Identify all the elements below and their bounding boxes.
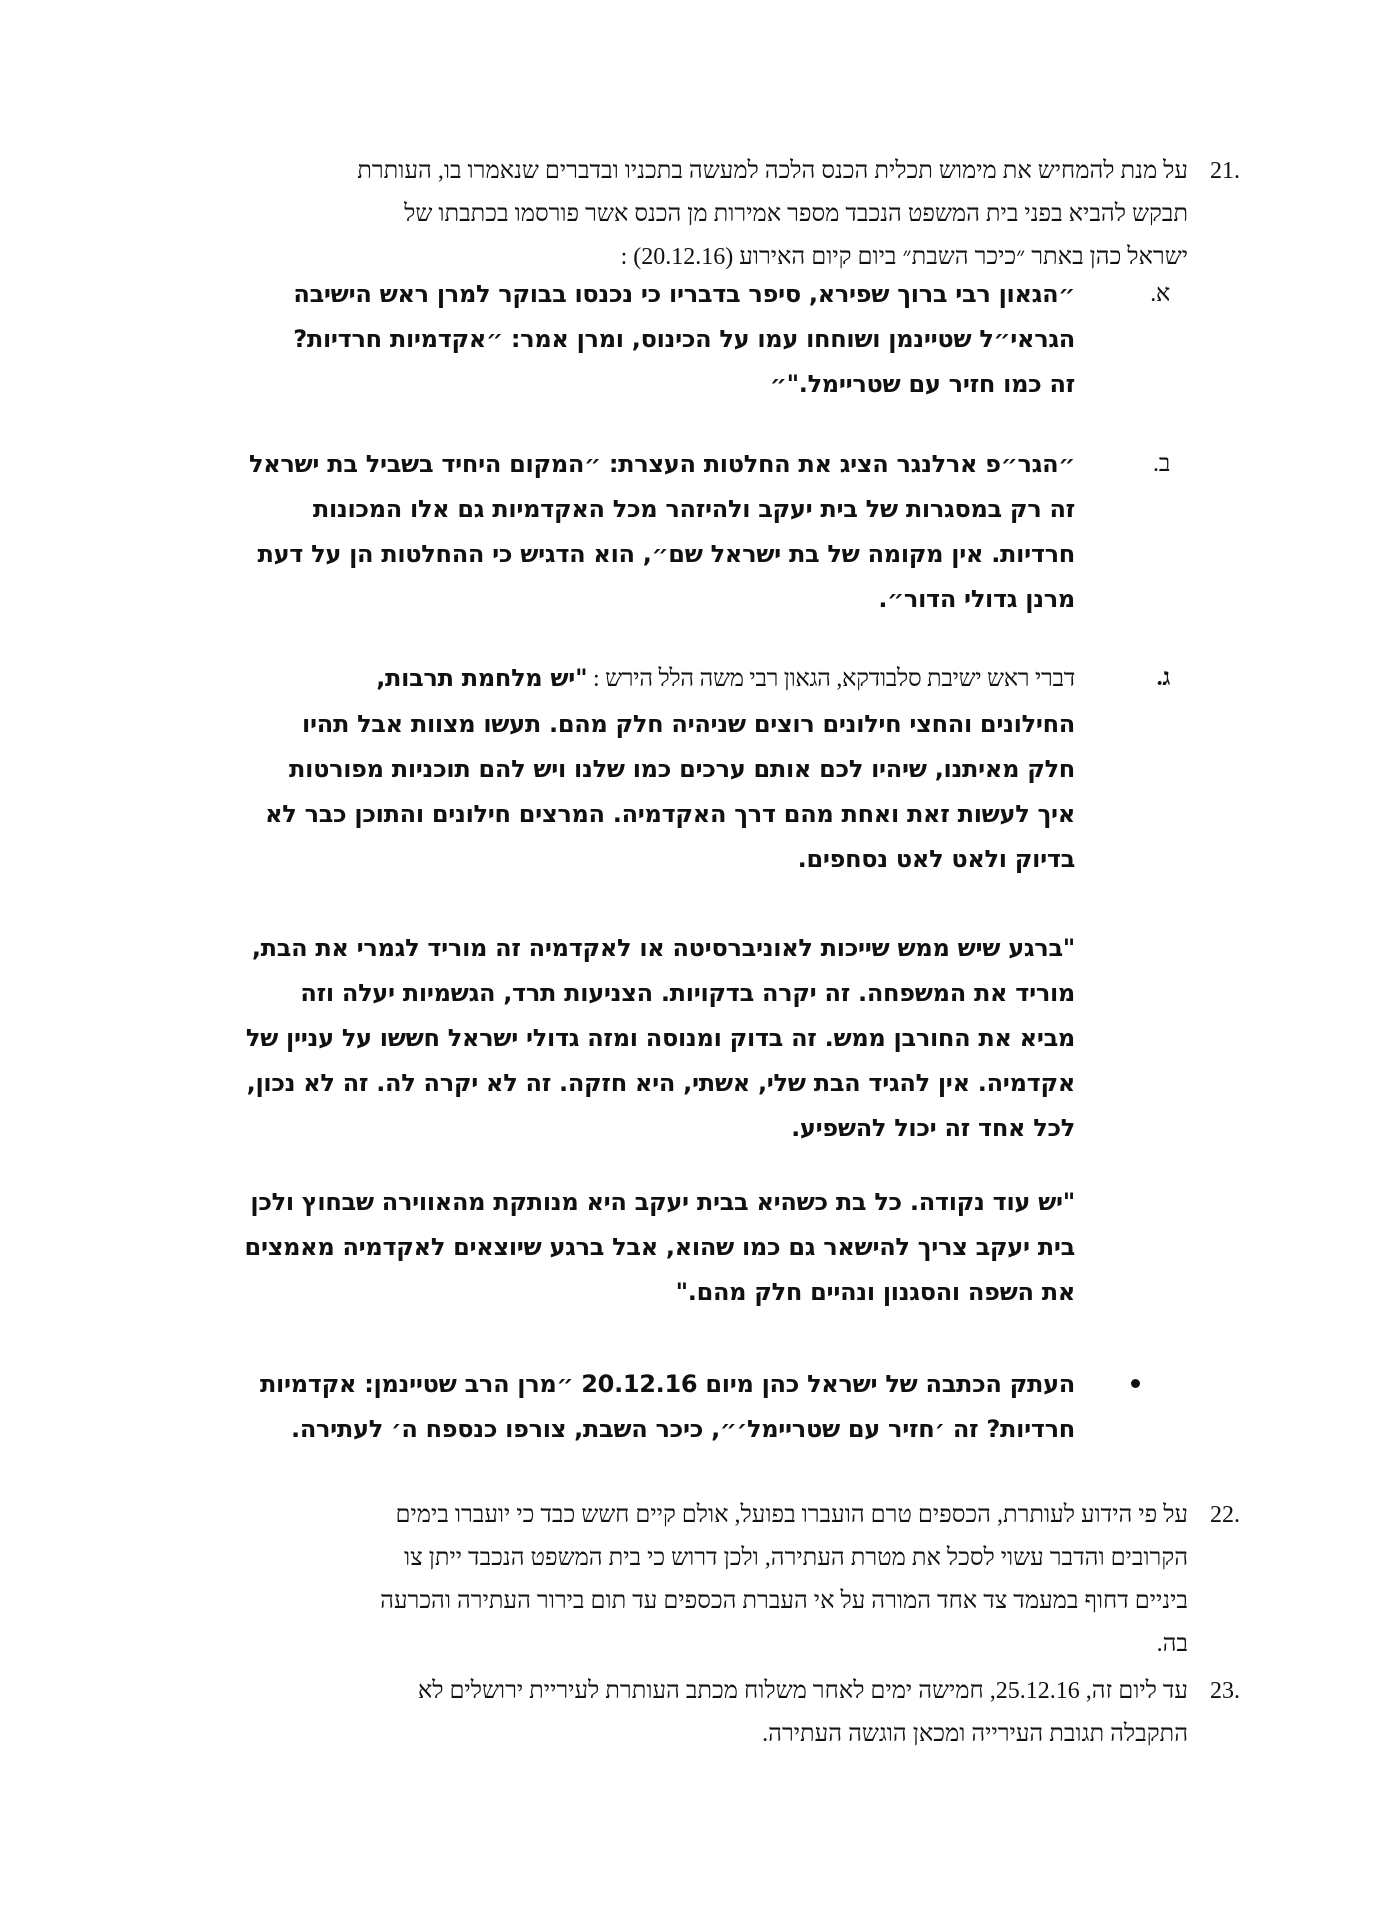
quote-line: לכל אחד זה יכול להשפיע. xyxy=(791,1114,1075,1142)
paragraph-22 xyxy=(188,1494,1240,1666)
speaker-intro: דברי ראש ישיבת סלבודקא, הגאון רבי משה הלל הירש : xyxy=(587,666,1075,692)
quote-line: "ברגע שיש ממש שייכות לאוניברסיטה או לאקדמיה זה מוריד לגמרי את הבת, xyxy=(251,934,1075,962)
quote-block-1 xyxy=(75,926,1075,1151)
paragraph-23 xyxy=(188,1670,1240,1756)
paragraph-line: על פי הידוע לעותרת, הכספים טרם הועברו בפועל, אולם קיים חשש כבד כי יועברו בימים xyxy=(395,1502,1188,1528)
paragraph-line: עד ליום זה, 25.12.16, חמישה ימים לאחר משלוח מכתב העותרת לעיריית ירושלים לא xyxy=(417,1678,1188,1704)
quote-line: ״הגר״פ ארלנגר הציג את החלטות העצרת: ״המקום היחיד בשביל בת ישראל xyxy=(248,450,1075,478)
paragraph-number: 21. xyxy=(1210,158,1240,184)
annex-reference-bullet xyxy=(75,1362,1075,1452)
subitem-letter: א. xyxy=(1150,281,1170,307)
paragraph-number: 23. xyxy=(1210,1678,1240,1704)
paragraph-line: התקבלה תגובת העירייה ומכאן הוגשה העתירה. xyxy=(762,1721,1188,1747)
quote-line: מביא את החורבן ממש. זה בדוק ומנוסה ומזה גדולי ישראל חששו על עניין של xyxy=(245,1024,1075,1052)
quote-line: החילונים והחצי חילונים רוצים שניהיה חלק מהם. תעשו מצוות אבל תהיו xyxy=(302,710,1075,738)
quote-line: איך לעשות זאת ואחת מהם דרך האקדמיה. המרצים חילונים והתוכן כבר לא xyxy=(265,800,1075,828)
quote-line: מוריד את המשפחה. זה יקרה בדקויות. הצניעות תרד, הגשמיות יעלה וזה xyxy=(300,979,1075,1007)
quote-start: "יש מלחמת תרבות, xyxy=(376,664,588,692)
quote-line: בדיוק ולאט לאט נסחפים. xyxy=(797,845,1075,873)
quote-line: חלק מאיתנו, שיהיו לכם אותם ערכים כמו שלנו ויש להם תוכניות מפורטות xyxy=(289,755,1075,783)
quote-line: זה רק במסגרות של בית יעקב ולהיזהר מכל האקדמיות גם אלו המכונות xyxy=(312,495,1075,523)
paragraph-line: בה. xyxy=(1156,1631,1188,1657)
subitem-letter: ב. xyxy=(1153,451,1170,477)
quote-line: אקדמיה. אין להגיד הבת שלי, אשתי, היא חזקה. זה לא יקרה לה. זה לא נכון, xyxy=(246,1069,1075,1097)
quote-block-2 xyxy=(75,1180,1075,1315)
paragraph-line: הקרובים והדבר עשוי לסכל את מטרת העתירה, ולכן דרוש כי בית המשפט הנכבד ייתן צו xyxy=(404,1545,1188,1571)
quote-line: חרדיות. אין מקומה של בת ישראל שם״, הוא הדגיש כי ההחלטות הן על דעת xyxy=(257,540,1075,568)
bullet-line: העתק הכתבה של ישראל כהן מיום 20.12.16 ״מרן הרב שטיינמן: אקדמיות xyxy=(259,1370,1075,1398)
subitem-a xyxy=(75,272,1170,407)
subitem-b xyxy=(75,442,1170,622)
quote-line: את השפה והסגנון ונהיים חלק מהם." xyxy=(675,1278,1075,1306)
quote-line: זה כמו חזיר עם שטריימל."״ xyxy=(769,370,1075,398)
quote-line: "יש עוד נקודה. כל בת כשהיא בבית יעקב היא מנותקת מהאווירה שבחוץ ולכן xyxy=(250,1188,1075,1216)
quote-line: מרנן גדולי הדור״. xyxy=(878,585,1075,613)
quote-first-line xyxy=(75,656,1075,702)
quote-line: בית יעקב צריך להישאר גם כמו שהוא, אבל ברגע שיוצאים לאקדמיה מאמצים xyxy=(244,1233,1075,1261)
subitem-c xyxy=(75,656,1170,882)
paragraph-line: על מנת להמחיש את מימוש תכלית הכנס הלכה למעשה בתכניו ובדברים שנאמרו בו, העותרת xyxy=(357,158,1188,184)
paragraph-21 xyxy=(188,150,1240,279)
paragraph-number: 22. xyxy=(1210,1502,1240,1528)
bullet-line: חרדיות? זה ׳חזיר עם שטריימל׳״, כיכר השבת, צורפו כנספח ה׳ לעתירה. xyxy=(291,1415,1075,1443)
paragraph-line: תבקש להביא בפני בית המשפט הנכבד מספר אמירות מן הכנס אשר פורסמו בכתבתו של xyxy=(404,201,1188,227)
subitem-letter: ג. xyxy=(1156,665,1170,691)
bullet-icon xyxy=(1131,1379,1140,1388)
quote-line: הגראי״ל שטיינמן ושוחחו עמו על הכינוס, ומרן אמר: ״אקדמיות חרדיות? xyxy=(293,325,1075,353)
paragraph-line: ביניים דחוף במעמד צד אחד המורה על אי העברת הכספים עד תום בירור העתירה והכרעה xyxy=(380,1588,1188,1614)
paragraph-line: ישראל כהן באתר ״כיכר השבת״ ביום קיום האירוע (20.12.16) : xyxy=(620,244,1188,270)
quote-line: ״הגאון רבי ברוך שפירא, סיפר בדבריו כי נכנסו בבוקר למרן ראש הישיבה xyxy=(293,280,1075,308)
